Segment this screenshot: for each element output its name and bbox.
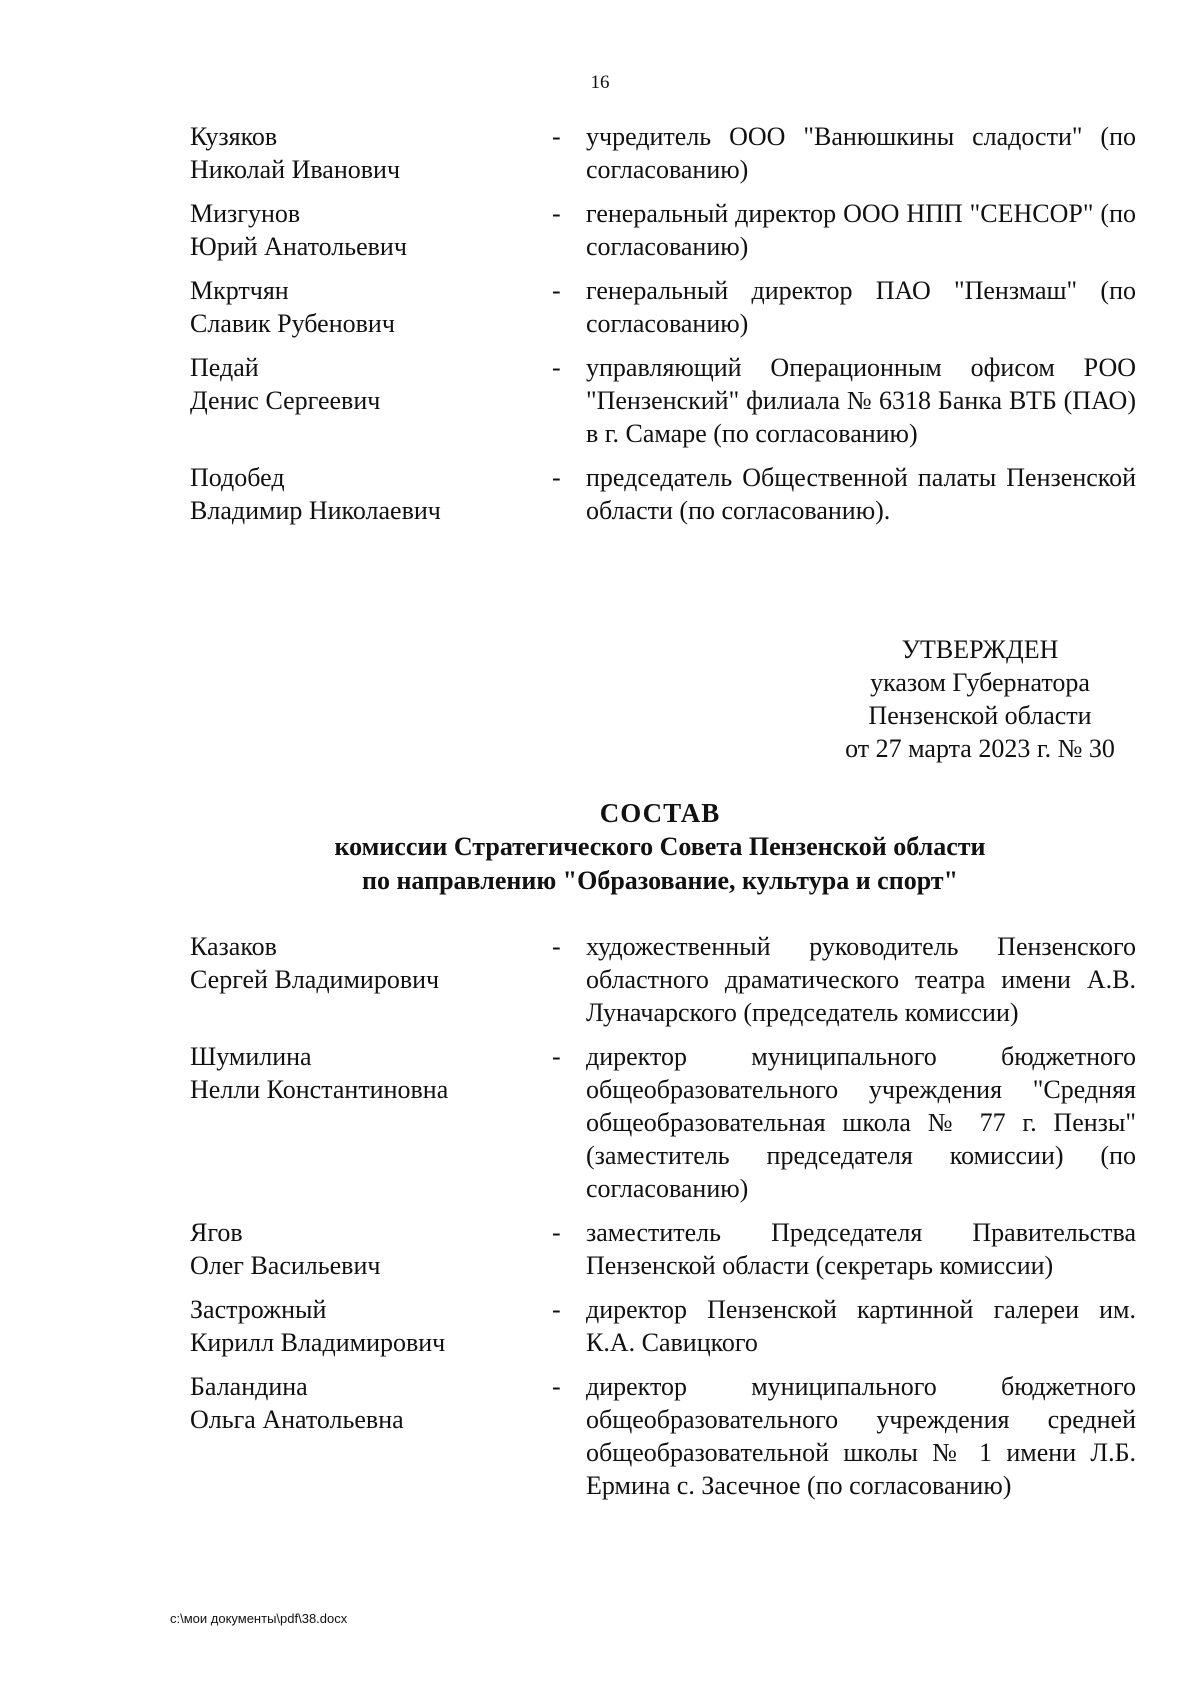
member-dash: - [552,1372,561,1401]
member-name [190,1040,552,1106]
member-given-names: Ольга Анатольевна [190,1405,404,1434]
member-name [190,274,552,340]
member-name [190,1293,552,1359]
member-surname: Кузяков [190,122,278,151]
member-name [190,930,552,996]
member-entry [190,461,1136,527]
member-surname: Мкртчян [190,276,289,305]
members-list-commission [190,930,1136,1513]
member-role: учредитель ООО "Ванюшкины сладости" (по согласованию) [586,122,1136,184]
member-surname: Застрожный [190,1295,327,1324]
member-entry [190,930,1136,1029]
member-given-names: Кирилл Владимирович [190,1328,446,1357]
member-role: управляющий Операционным офисом РОО "Пензенский" филиала № 6318 Банка ВТБ (ПАО) в г. Самаре (по согласованию) [586,353,1136,448]
member-surname: Баландина [190,1372,308,1401]
member-dash: - [552,199,561,228]
member-dash: - [552,276,561,305]
member-name [190,461,552,527]
member-name [190,120,552,186]
member-name [190,351,552,417]
member-role: председатель Общественной палаты Пензенской области (по согласованию). [586,463,1136,525]
member-entry [190,1293,1136,1359]
member-role: заместитель Председателя Правительства Пензенской области (секретарь комиссии) [586,1218,1136,1280]
member-entry [190,351,1136,450]
member-entry [190,1040,1136,1205]
footer-file-path: c:\мои документы\pdf\38.docx [170,1611,348,1626]
member-dash: - [552,1218,561,1247]
member-surname: Казаков [190,932,277,961]
member-role: директор муниципального бюджетного общеобразовательного учреждения "Средняя общеобразовательная школа № 77 г. Пензы" (заместитель председателя комиссии) (по согласованию) [586,1042,1136,1203]
heading-title: СОСТАВ [599,798,721,828]
member-entry [190,274,1136,340]
member-entry [190,1370,1136,1502]
member-entry [190,197,1136,263]
member-role: генеральный директор ПАО "Пензмаш" (по согласованию) [586,276,1136,338]
member-role: художественный руководитель Пензенского областного драматического театра имени А.В. Луначарского (председатель комиссии) [586,932,1136,1027]
member-dash: - [552,1042,561,1071]
member-role: генеральный директор ООО НПП "СЕНСОР" (по согласованию) [586,199,1136,261]
member-given-names: Сергей Владимирович [190,965,440,994]
member-role: директор муниципального бюджетного общеобразовательного учреждения средней общеобразовательной школы № 1 имени Л.Б. Ермина с. Засечное (по согласованию) [586,1372,1136,1500]
member-given-names: Олег Васильевич [190,1251,381,1280]
member-name [190,197,552,263]
member-given-names: Денис Сергеевич [190,386,381,415]
approval-title: УТВЕРЖДЕН [901,635,1059,664]
member-surname: Подобед [190,463,285,492]
member-role: директор Пензенской картинной галереи им. К.А. Савицкого [586,1295,1136,1357]
heading-commission: комиссии Стратегического Совета Пензенской области [334,832,986,861]
heading-direction: по направлению "Образование, культура и спорт" [361,866,959,895]
member-name [190,1370,552,1436]
page-number: 16 [590,72,610,93]
member-entry [190,1216,1136,1282]
members-list-top [190,120,1136,538]
approval-stamp [790,633,1170,765]
approval-decree: указом Губернатора [870,668,1090,697]
member-dash: - [552,932,561,961]
member-given-names: Владимир Николаевич [190,496,441,525]
member-given-names: Юрий Анатольевич [190,232,407,261]
member-surname: Шумилина [190,1042,312,1071]
member-surname: Мизгунов [190,199,301,228]
member-entry [190,120,1136,186]
member-surname: Педай [190,353,259,382]
member-given-names: Николай Иванович [190,155,401,184]
member-dash: - [552,463,561,492]
member-dash: - [552,122,561,151]
member-dash: - [552,353,561,382]
member-surname: Ягов [190,1218,243,1247]
approval-region: Пензенской области [868,701,1092,730]
member-given-names: Славик Рубенович [190,309,395,338]
member-given-names: Нелли Константиновна [190,1075,449,1104]
member-name [190,1216,552,1282]
document-heading [0,796,1200,898]
approval-date: от 27 марта 2023 г. № 30 [845,734,1115,763]
member-dash: - [552,1295,561,1324]
